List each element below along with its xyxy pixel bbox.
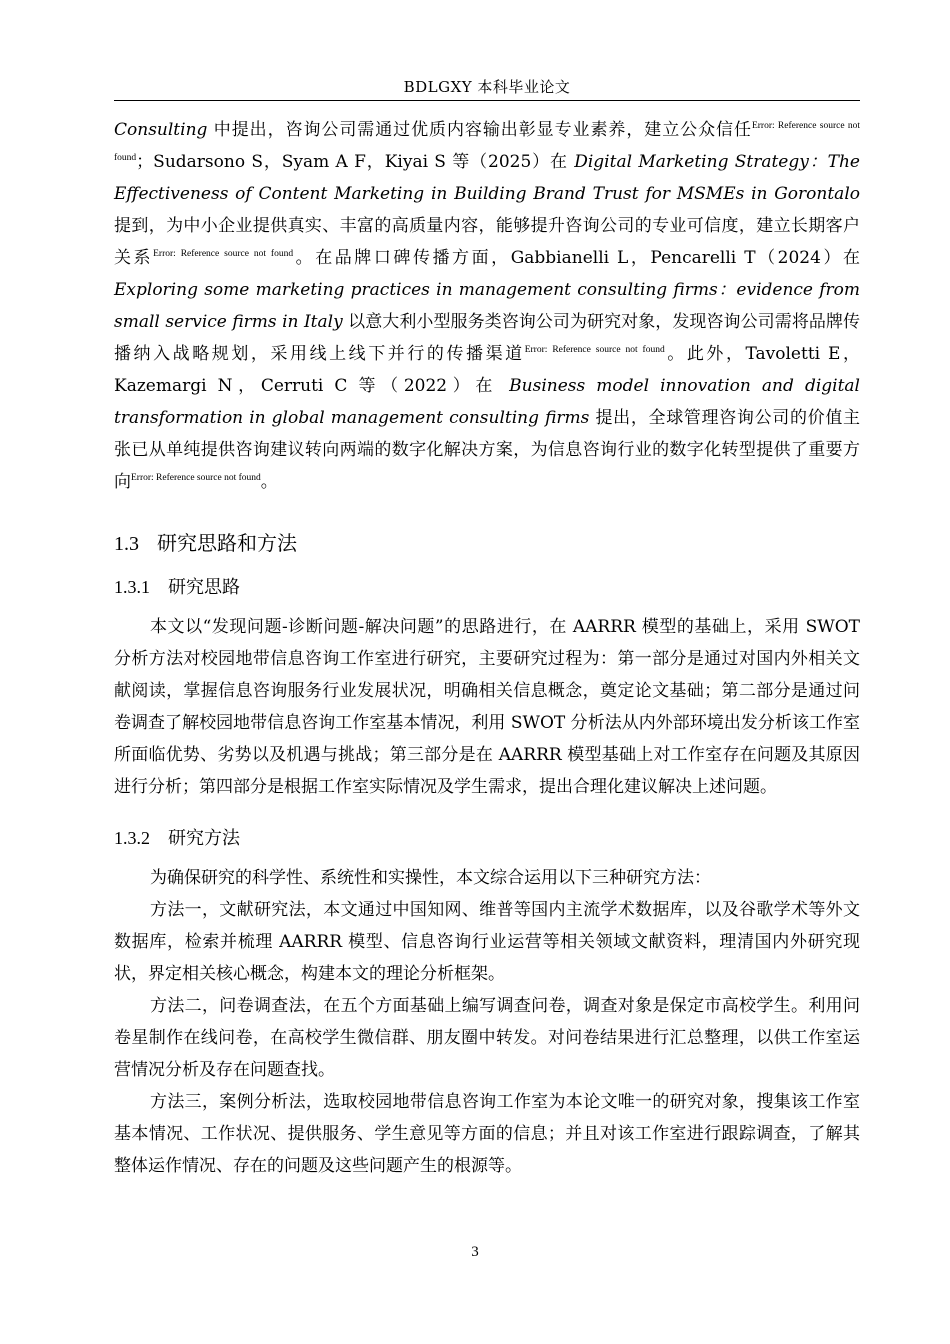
citation-title: Consulting xyxy=(114,120,208,140)
methods-intro-paragraph: 为确保研究的科学性、系统性和实操性，本文综合运用以下三种研究方法： xyxy=(150,868,711,888)
section-number: 1.3 xyxy=(114,533,139,555)
subsection-title: 研究方法 xyxy=(168,828,240,849)
reference-error: Error: Reference source not found xyxy=(114,121,860,163)
reference-error: Error: Reference source not found xyxy=(131,473,261,483)
text-span: 。在品牌口碑传播方面，Gabbianelli L，Pencarelli T（2024）在 xyxy=(293,248,861,268)
page-body xyxy=(114,114,860,1182)
subsection-heading-1-3-1 xyxy=(114,574,860,601)
citation-title: Exploring some marketing practices in management consulting firms：evidence from small service firms in Italy xyxy=(114,280,860,332)
method-two-paragraph: 方法二，问卷调查法，在五个方面基础上编写调查问卷，调查对象是保定市高校学生。利用问卷星制作在线问卷，在高校学生微信群、朋友圈中转发。对问卷结果进行汇总整理，以供工作室运营情况分析及存在问题查找。 xyxy=(114,996,860,1080)
citation-title: Digital Marketing Strategy：The Effectiveness of Content Marketing in Building Brand Trust for MSMEs in Gorontalo xyxy=(114,152,860,204)
subsection-title: 研究思路 xyxy=(168,577,240,598)
reference-error: Error: Reference source not found xyxy=(153,249,294,259)
section-heading-1-3 xyxy=(114,529,860,558)
subsection-heading-1-3-2 xyxy=(114,825,860,852)
text-span: 提到，为中小企业提供真实、丰富的高质量内容，能够提升咨询公司的专业可信度，建立长期客户关系 xyxy=(114,216,860,268)
subsection-number: 1.3.2 xyxy=(114,828,150,848)
method-three-paragraph: 方法三，案例分析法，选取校园地带信息咨询工作室为本论文唯一的研究对象，搜集该工作室基本情况、工作状况、提供服务、学生意见等方面的信息；并且对该工作室进行跟踪调查，了解其整体运作情况、存在的问题及这些问题产生的根源等。 xyxy=(114,1092,860,1176)
text-span: 以意大利小型服务类咨询公司为研究对象，发现咨询公司需将品牌传播纳入战略规划，采用线上线下并行的传播渠道 xyxy=(114,312,861,364)
reference-error: Error: Reference source not found xyxy=(524,345,665,355)
text-span: 中提出，咨询公司需通过优质内容输出彰显专业素养，建立公众信任 xyxy=(207,120,752,140)
section-title: 研究思路和方法 xyxy=(157,531,297,555)
text-span: 。 xyxy=(260,472,278,492)
header-rule xyxy=(114,100,860,101)
page-number: 3 xyxy=(471,1244,479,1260)
running-header: BDLGXY 本科毕业论文 xyxy=(403,78,571,96)
method-one-paragraph: 方法一，文献研究法，本文通过中国知网、维普等国内主流学术数据库，以及谷歌学术等外文数据库，检索并梳理 AARRR 模型、信息咨询行业运营等相关领域文献资料，理清国内外研究现状，界定相关核心概念，构建本文的理论分析框架。 xyxy=(114,900,860,984)
text-span: 提出，全球管理咨询公司的价值主张已从单纯提供咨询建议转向两端的数字化解决方案，为信息咨询行业的数字化转型提供了重要方向 xyxy=(114,408,860,492)
text-span: ；Sudarsono S，Syam A F，Kiyai S 等（2025）在 xyxy=(136,152,575,172)
text-span: 。此外，Tavoletti E，Kazemargi N，Cerruti C 等（2022）在 xyxy=(114,344,861,396)
subsection-number: 1.3.1 xyxy=(114,577,150,597)
research-approach-paragraph: 本文以“发现问题-诊断问题-解决问题”的思路进行，在 AARRR 模型的基础上，采用 SWOT 分析方法对校园地带信息咨询工作室进行研究，主要研究过程为：第一部分是通过对国内外相关文献阅读，掌握信息咨询服务行业发展状况，明确相关信息概念，奠定论文基础；第二部分是通过问卷调查了解校园地带信息咨询工作室基本情况，利用 SWOT 分析法从内外部环境出发分析该工作室所面临优势、劣势以及机遇与挑战；第三部分是在 AARRR 模型基础上对工作室存在问题及其原因进行分析；第四部分是根据工作室实际情况及学生需求，提出合理化建议解决上述问题。 xyxy=(114,617,860,797)
literature-review-paragraph xyxy=(114,114,860,498)
citation-title: Business model innovation and digital transformation in global management consulting firms xyxy=(114,376,860,428)
